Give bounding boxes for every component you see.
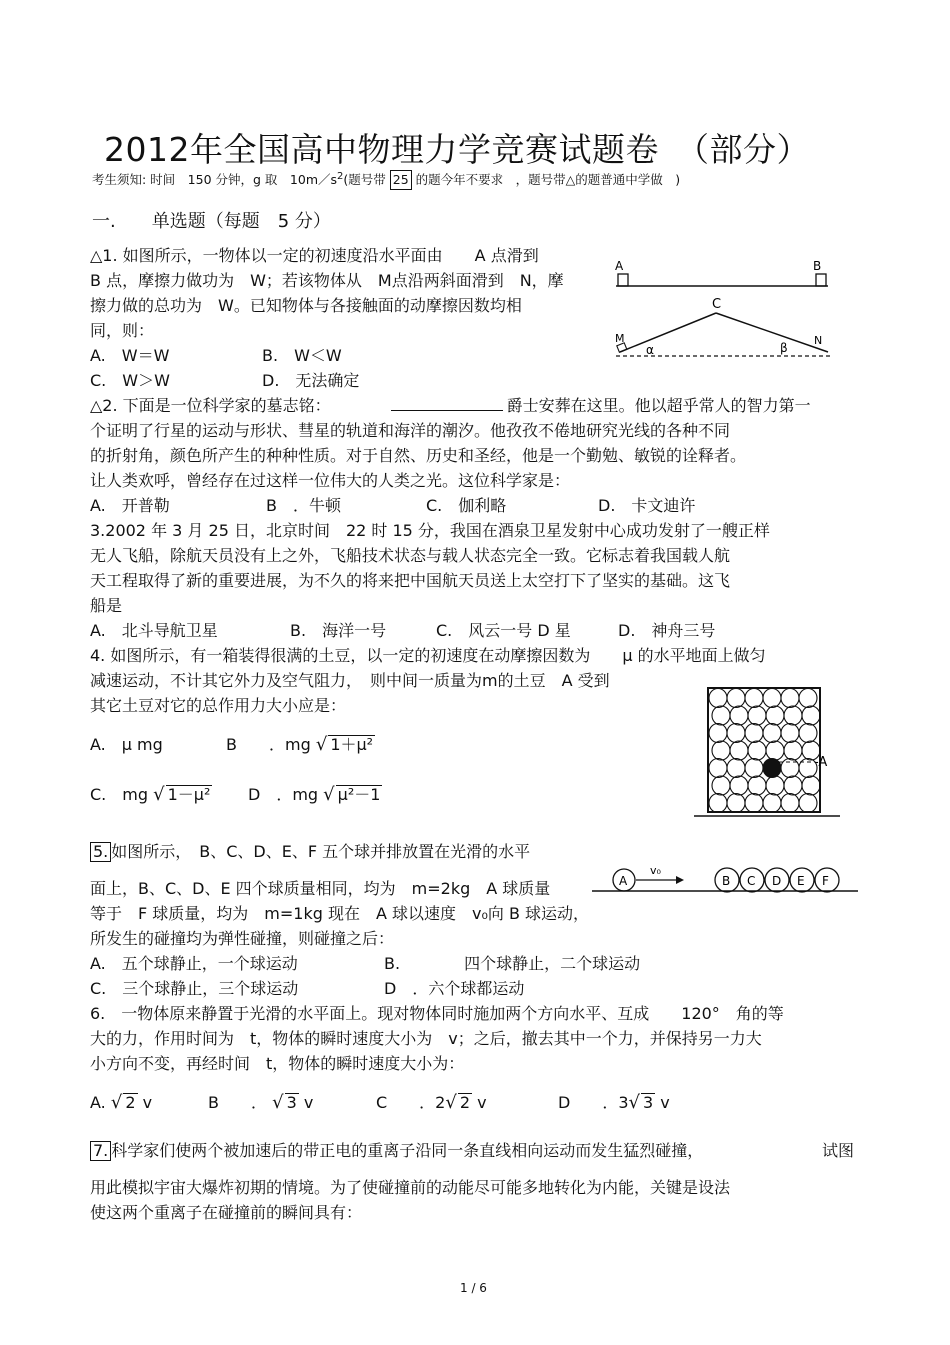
q4-line: 其它土豆对它的总作用力大小应是：: [90, 696, 347, 715]
q1-option-c: C. W＞W: [90, 371, 170, 390]
q4-option-a: A. μ mg: [90, 735, 163, 754]
notice-superscript: 2: [337, 170, 344, 182]
potato: [781, 759, 799, 778]
fig-label-a: A: [615, 259, 624, 273]
q6-v: v: [303, 1093, 314, 1112]
ball-row: [715, 868, 839, 892]
q1-slope-figure: [606, 250, 838, 366]
sqrt-symbol: √: [153, 784, 165, 805]
potato: [730, 776, 748, 795]
potato: [799, 794, 817, 813]
notice-text-2: (题号带: [343, 172, 386, 187]
block-a: [618, 274, 628, 286]
block-b: [816, 274, 826, 286]
potato: [784, 741, 802, 760]
exam-notice: [92, 170, 680, 190]
potato: [712, 776, 730, 795]
q1-line: △1. 如图所示，一物体以一定的初速度沿水平面由 A 点滑到: [90, 246, 539, 265]
potato: [727, 689, 745, 708]
q3-line: 天工程取得了新的重要进展，为不久的将来把中国航天员送上太空打下了坚实的基础。这飞: [90, 571, 731, 590]
potato: [709, 689, 727, 708]
q2-option-a: A. 开普勒: [90, 496, 170, 515]
ball-c-label: C: [747, 874, 756, 888]
notice-text-3: 的题今年不要求 ，题号带△的题普通中学做 ): [415, 172, 681, 187]
q5-line: [90, 842, 530, 862]
q2-line1-rest: 爵士安葬在这里。他以超乎常人的智力第一: [506, 396, 811, 415]
q2-blank: [391, 396, 503, 411]
q4-option-c-radicand: 1－μ²: [167, 785, 211, 804]
q4-line: 4. 如图所示，有一箱装得很满的土豆，以一定的初速度在动摩擦因数为 μ 的水平地面上做匀: [90, 646, 766, 665]
q2-line: 让人类欢呼，曾经存在过这样一位伟大的人类之光。这位科学家是：: [90, 471, 571, 490]
potato: [799, 724, 817, 743]
potato: [748, 776, 766, 795]
potato: [745, 689, 763, 708]
potato: [799, 689, 817, 708]
arrow-head: [676, 876, 684, 884]
q6-option-a-radicand: 2: [125, 1093, 136, 1112]
q1-line: 同，则：: [90, 321, 155, 340]
potato: [802, 706, 820, 725]
potato: [763, 689, 781, 708]
potato: [730, 741, 748, 760]
q4-option-b-label: B ．mg: [226, 735, 311, 754]
notice-boxed-number: 25: [390, 170, 412, 190]
page-number: 1 / 6: [460, 1281, 487, 1295]
q2-line: 的折射角，颜色所产生的种种性质。对于自然、历史和圣经，他是一个勤勉、敏锐的诠释者。: [90, 446, 747, 465]
sqrt-symbol: √: [628, 1092, 640, 1113]
q1-line: 擦力做的总功为 W。已知物体与各接触面的动摩擦因数均相: [90, 296, 522, 315]
q3-line: 无人飞船，除航天员没有上之外，飞船技术状态与载人状态完全一致。它标志着我国载人航: [90, 546, 731, 565]
q6-option-c-label: C ．2: [376, 1093, 446, 1112]
potato: [730, 706, 748, 725]
q2-line: 个证明了行星的运动与形状、彗星的轨道和海洋的潮汐。他孜孜不倦地研究光线的各种不同: [90, 421, 731, 440]
sqrt-symbol: √: [110, 1092, 123, 1113]
q4-option-c: [90, 785, 212, 805]
q1-line: B 点，摩擦力做功为 W；若该物体从 M点沿两斜面滑到 N，摩: [90, 271, 564, 290]
q7-line: [90, 1141, 703, 1161]
q4-potato-box-figure: [690, 684, 850, 820]
q6-option-d: [558, 1093, 670, 1113]
ball-b-label: B: [722, 874, 731, 888]
right-incline: [716, 313, 828, 352]
q3-option-d: D. 神舟三号: [618, 621, 716, 640]
potato: [781, 689, 799, 708]
potato: [766, 741, 784, 760]
q5-balls-figure: [590, 860, 862, 896]
q7-line1-text: 科学家们使两个被加速后的带正电的重离子沿同一条直线相向运动而发生猛烈碰撞，: [111, 1141, 704, 1160]
q2-option-c: C. 伽利略: [426, 496, 507, 515]
potato: [727, 794, 745, 813]
sqrt-symbol: √: [445, 1092, 457, 1113]
q2-option-d: D. 卡文迪许: [598, 496, 696, 515]
potato: [766, 776, 784, 795]
potato: [763, 724, 781, 743]
q5-line1-text: 如图所示， B、C、D、E、F 五个球并排放置在光滑的水平: [111, 842, 531, 861]
section-heading: 一. 单选题（每题 5 分）: [92, 211, 331, 232]
potato: [763, 794, 781, 813]
potato: [712, 741, 730, 760]
q6-option-c: [376, 1093, 487, 1113]
q5-option-d: D ．六个球都运动: [384, 979, 525, 998]
q5-option-c: C. 三个球静止，三个球运动: [90, 979, 299, 998]
q6-option-a: [90, 1093, 152, 1113]
potato-grid: [709, 689, 820, 813]
q4-option-d-radicand: μ²－1: [337, 785, 381, 804]
q6-option-d-radicand: 3: [643, 1093, 654, 1112]
q6-option-a-label: A.: [90, 1093, 106, 1112]
fig-label-n: N: [814, 334, 823, 347]
velocity-label: v₀: [650, 864, 661, 877]
potato: [745, 724, 763, 743]
q4-option-b-radicand: 1＋μ²: [330, 735, 374, 754]
q6-v: v: [660, 1093, 670, 1112]
q5-option-a: A. 五个球静止，一个球运动: [90, 954, 298, 973]
fig-label-m: M: [615, 332, 625, 345]
fig-label-c: C: [712, 297, 722, 312]
q1-option-a: A. W＝W: [90, 346, 170, 365]
q1-option-b: B. W＜W: [262, 346, 342, 365]
q7-boxed-number: 7.: [90, 1141, 111, 1161]
q5-line: 面上，B、C、D、E 四个球质量相同，均为 m=2kg A 球质量: [90, 879, 551, 898]
q7-line: 用此模拟宇宙大爆炸初期的情境。为了使碰撞前的动能尽可能多地转化为内能，关键是设法: [90, 1178, 731, 1197]
q6-line: 6. 一物体原来静置于光滑的水平面上。现对物体同时施加两个方向水平、互成 120° 角的等: [90, 1004, 784, 1023]
potato: [802, 776, 820, 795]
potato: [745, 794, 763, 813]
q4-line: 减速运动，不计其它外力及空气阻力， 则中间一质量为m的土豆 A 受到: [90, 671, 610, 690]
q3-line: 3.2002 年 3 月 25 日，北京时间 22 时 15 分，我国在酒泉卫星发射中心成功发射了一艘正样: [90, 521, 770, 540]
potato: [748, 706, 766, 725]
q2-lead: △2. 下面是一位科学家的墓志铭：: [90, 396, 331, 415]
q5-line: 所发生的碰撞均为弹性碰撞，则碰撞之后：: [90, 929, 395, 948]
sqrt-symbol: √: [315, 734, 328, 755]
ball-a-label: A: [619, 874, 628, 888]
q3-line: 船是: [90, 596, 123, 615]
q6-option-b-radicand: 3: [286, 1093, 297, 1112]
potato: [781, 794, 799, 813]
q6-option-b: [208, 1093, 313, 1113]
q3-option-b: B. 海洋一号: [290, 621, 387, 640]
q5-boxed-number: 5.: [90, 842, 111, 862]
q6-option-c-radicand: 2: [459, 1093, 471, 1112]
potato: [709, 794, 727, 813]
potato: [709, 759, 727, 778]
fig-label-b: B: [813, 259, 822, 273]
sqrt-symbol: √: [272, 1092, 284, 1113]
ball-e-label: E: [797, 874, 805, 888]
potato: [745, 759, 763, 778]
q7-line1-tail: 试图: [822, 1141, 855, 1160]
potato: [784, 706, 802, 725]
q7-line: 使这两个重离子在碰撞前的瞬间具有：: [90, 1203, 363, 1222]
q2-line: [90, 396, 811, 416]
potato: [766, 706, 784, 725]
potato: [781, 724, 799, 743]
potato-a: [763, 759, 781, 778]
fig-label-a: -A: [814, 755, 828, 770]
q2-option-b: B ．牛顿: [266, 496, 341, 515]
notice-text: 考生须知: 时间 150 分钟，g 取 10m／s: [92, 172, 338, 187]
potato: [727, 724, 745, 743]
q6-option-d-label: D ．3: [558, 1093, 629, 1112]
q3-option-a: A. 北斗导航卫星: [90, 621, 218, 640]
ball-d-label: D: [772, 874, 782, 888]
potato: [784, 776, 802, 795]
q6-option-b-label: B ．: [208, 1093, 267, 1112]
q6-v: v: [477, 1093, 487, 1112]
potato: [709, 724, 727, 743]
potato: [748, 741, 766, 760]
q4-option-d-label: D ．mg: [248, 785, 319, 804]
q5-option-b: B. 四个球静止，二个球运动: [384, 954, 641, 973]
ball-f-label: F: [822, 874, 829, 888]
sqrt-symbol: √: [323, 784, 335, 805]
q6-line: 大的力，作用时间为 t，物体的瞬时速度大小为 v；之后，撤去其中一个力，并保持另一力大: [90, 1029, 762, 1048]
potato: [712, 706, 730, 725]
q4-option-c-label: C. mg: [90, 785, 149, 804]
q3-option-c: C. 风云一号 D 星: [436, 621, 571, 640]
fig-label-alpha: α: [646, 343, 654, 357]
q6-v: v: [142, 1093, 153, 1112]
q5-line: 等于 F 球质量，均为 m=1kg 现在 A 球以速度 v₀向 B 球运动，: [90, 904, 590, 923]
fig-label-beta: β: [780, 341, 788, 355]
page-title: 2012年全国高中物理力学竞赛试题卷 （部分）: [104, 130, 810, 169]
q6-line: 小方向不变，再经时间 t，物体的瞬时速度大小为：: [90, 1054, 465, 1073]
q4-option-d: [248, 785, 382, 805]
q1-option-d: D. 无法确定: [262, 371, 360, 390]
q4-option-b: [226, 735, 375, 755]
potato: [727, 759, 745, 778]
left-incline: [620, 313, 716, 352]
